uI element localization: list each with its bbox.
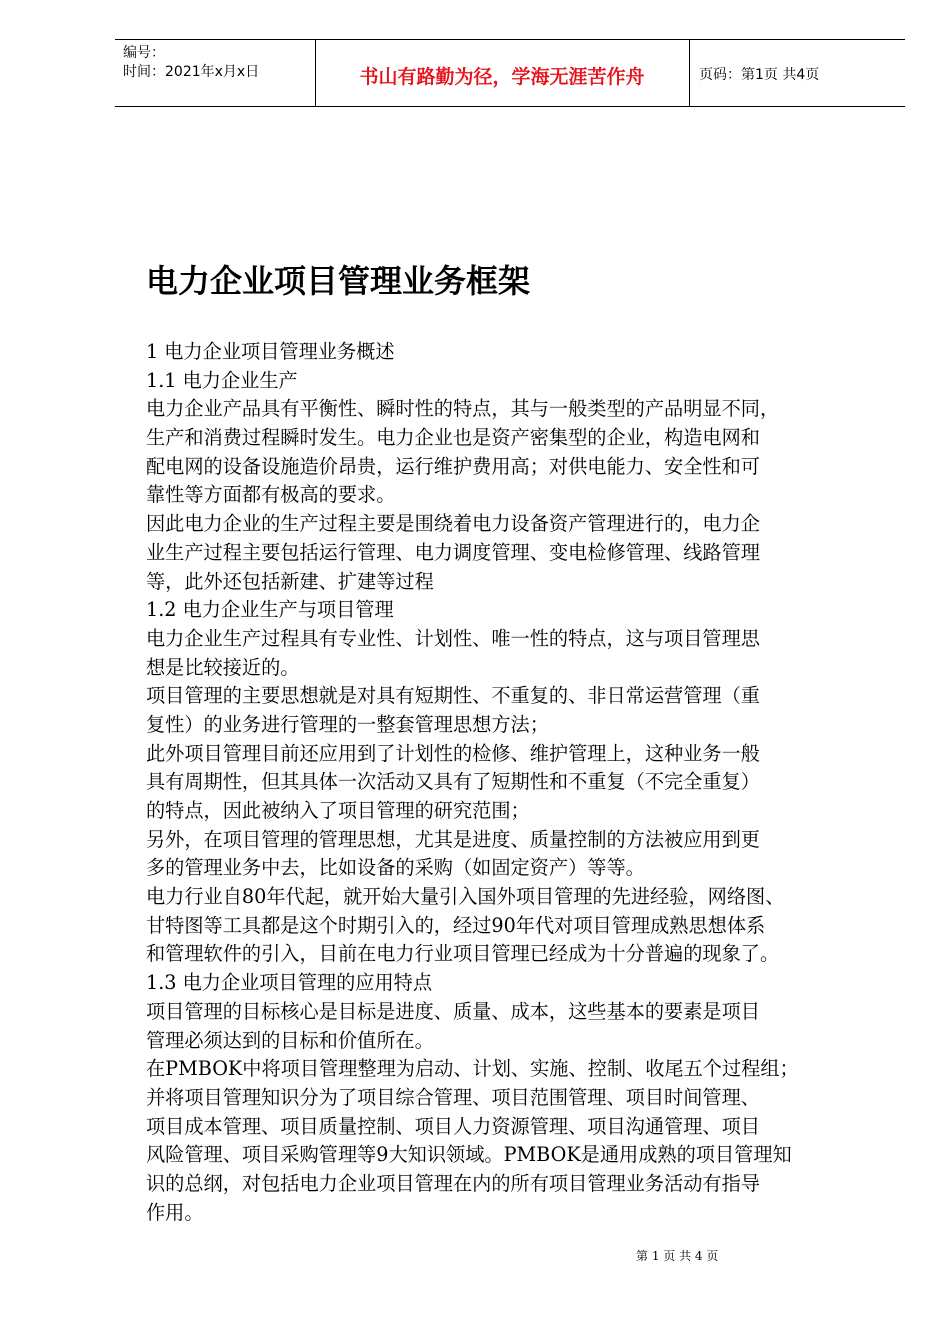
text-line: 靠性等方面都有极高的要求。 xyxy=(146,483,396,507)
text-line: 具有周期性，但其具体一次活动又具有了短期性和不重复（不完全重复） xyxy=(146,770,760,794)
text-line: 和管理软件的引入，目前在电力行业项目管理已经成为十分普遍的现象了。 xyxy=(146,942,780,966)
text-line: 项目管理的主要思想就是对具有短期性、不重复的、非日常运营管理（重 xyxy=(146,684,760,708)
footer-page-number: 第 1 页 共 4 页 xyxy=(636,1249,719,1263)
text-line: 等，此外还包括新建、扩建等过程 xyxy=(146,569,434,593)
header-meta xyxy=(123,44,259,82)
document-title: 电力企业项目管理业务框架 xyxy=(146,262,531,300)
header-page-info: 页码：第1页 共4页 xyxy=(699,67,820,83)
text-line: 的特点，因此被纳入了项目管理的研究范围； xyxy=(146,799,530,822)
text-line: 此外项目管理目前还应用到了计划性的检修、维护管理上，这种业务一般 xyxy=(146,741,760,765)
text-line: 1.3 电力企业项目管理的应用特点 xyxy=(146,971,433,995)
text-line: 业生产过程主要包括运行管理、电力调度管理、变电检修管理、线路管理 xyxy=(146,540,760,564)
document-time-label: 时间：2021年x月x日 xyxy=(123,64,260,80)
text-line: 1.2 电力企业生产与项目管理 xyxy=(146,598,394,622)
text-line: 1 电力企业项目管理业务概述 xyxy=(146,340,395,363)
text-line: 风险管理、项目采购管理等9大知识领域。PMBOK是通用成熟的项目管理知 xyxy=(146,1143,792,1167)
text-line: 甘特图等工具都是这个时期引入的，经过90年代对项目管理成熟思想体系 xyxy=(146,913,766,937)
text-line: 多的管理业务中去，比如设备的采购（如固定资产）等等。 xyxy=(146,856,645,880)
text-line: 1.1 电力企业生产 xyxy=(146,368,298,392)
header-motto: 书山有路勤为径，学海无涯苦作舟 xyxy=(359,66,645,88)
text-line: 管理必须达到的目标和价值所在。 xyxy=(146,1028,434,1052)
text-line: 另外，在项目管理的管理思想，尤其是进度、质量控制的方法被应用到更 xyxy=(146,827,760,851)
text-line: 电力企业生产过程具有专业性、计划性、唯一性的特点，这与项目管理思 xyxy=(146,626,760,650)
text-line: 复性）的业务进行管理的一整套管理思想方法； xyxy=(146,712,549,736)
text-line: 电力企业产品具有平衡性、瞬时性的特点，其与一般类型的产品明显不同， xyxy=(146,397,780,421)
text-line: 因此电力企业的生产过程主要是围绕着电力设备资产管理进行的，电力企 xyxy=(146,512,760,536)
text-line: 作用。 xyxy=(146,1200,204,1224)
page-header xyxy=(115,39,905,107)
text-line: 并将项目管理知识分为了项目综合管理、项目范围管理、项目时间管理、 xyxy=(146,1085,760,1109)
text-line: 识的总纲，对包括电力企业项目管理在内的所有项目管理业务活动有指导 xyxy=(146,1171,760,1195)
text-line: 项目成本管理、项目质量控制、项目人力资源管理、项目沟通管理、项目 xyxy=(146,1114,760,1138)
text-line: 电力行业自80年代起，就开始大量引入国外项目管理的先进经验，网络图、 xyxy=(146,885,785,909)
text-line: 想是比较接近的。 xyxy=(146,655,300,679)
header-divider xyxy=(689,40,690,106)
document-number-label: 编号： xyxy=(123,45,165,61)
text-line: 在PMBOK中将项目管理整理为启动、计划、实施、控制、收尾五个过程组； xyxy=(146,1057,799,1081)
text-line: 生产和消费过程瞬时发生。电力企业也是资产密集型的企业，构造电网和 xyxy=(146,426,760,450)
document-body xyxy=(146,338,886,1227)
text-line: 项目管理的目标核心是目标是进度、质量、成本，这些基本的要素是项目 xyxy=(146,999,760,1023)
text-line: 配电网的设备设施造价昂贵，运行维护费用高；对供电能力、安全性和可 xyxy=(146,454,760,478)
